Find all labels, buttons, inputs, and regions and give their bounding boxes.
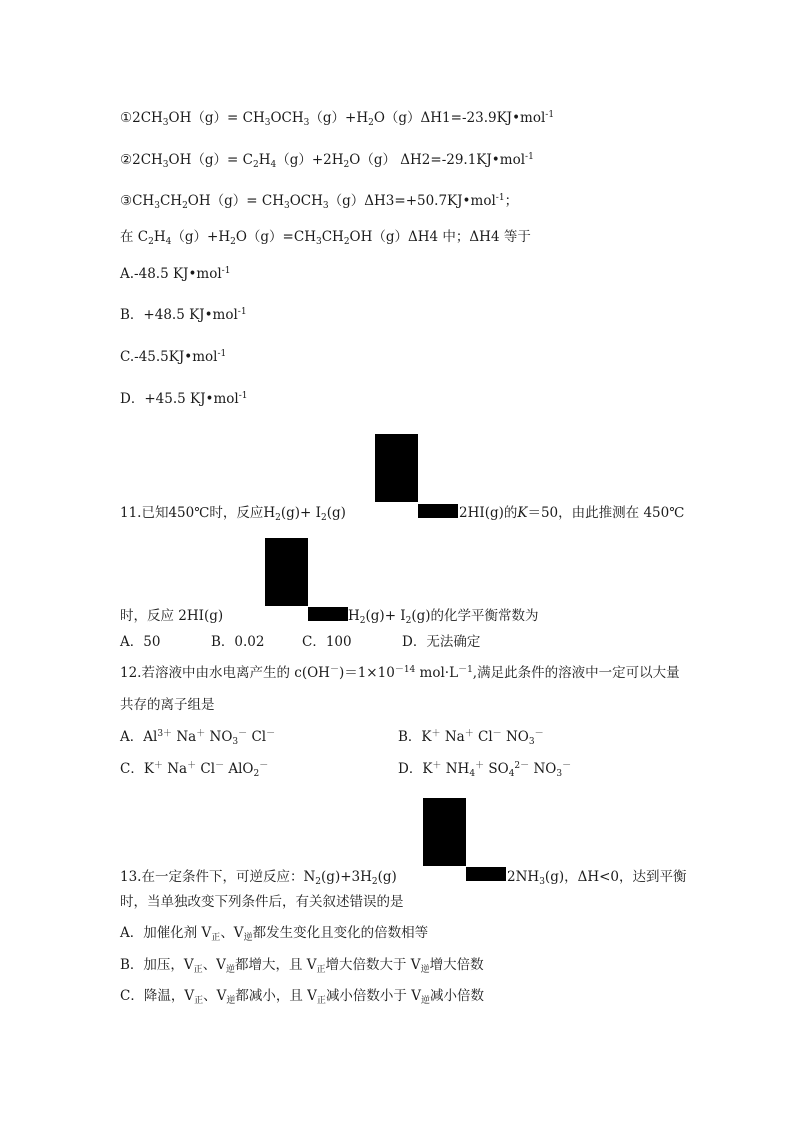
q13-option-c: C．降温，$V_正$、$V_逆$都减小，且 $V_正$减小倍数小于 $V_逆$减小倍数 xyxy=(120,988,484,1006)
q13-option-b: B．加压，$V_正$、$V_逆$都增大，且 $V_正$增大倍数大于 $V_逆$增大倍数 xyxy=(120,957,484,975)
q11-option-a: A．50 xyxy=(120,634,161,650)
q12-option-c: C．K＋ Na＋ Cl－ AlO$_2$－ xyxy=(120,761,269,779)
q13-line-2: 时，当单独改变下列条件后，有关叙述错误的是 xyxy=(120,894,404,910)
q11-option-c: C．100 xyxy=(302,634,352,650)
q10-option-b: B．+48.5 KJ•mol$^{-1}$ xyxy=(120,307,247,323)
q13-option-a: A．加催化剂 $V_正$、$V_逆$都发生变化且变化的倍数相等 xyxy=(120,925,429,943)
reaction-3: $③CH_3CH_2OH(g)=$ $CH_3OCH_3(g)\Delta H3=+50.7KJ•mol^{-1}$； xyxy=(120,193,519,211)
equilibrium-arrow-image-3 xyxy=(423,798,466,866)
q13-line-1-right: $2NH_3(g)$，ΔH<0，达到平衡 xyxy=(507,869,687,887)
q12-option-d: D．K＋ $NH_4^+$ $SO_4^{2-}$ $NO_3^-$ xyxy=(398,761,572,779)
q11-option-d: D．无法确定 xyxy=(402,634,481,650)
q13-line-1: 13.在一定条件下，可逆反应：$N_2(g)+3H_2(g)$ xyxy=(120,869,397,887)
q12-option-b: B．K＋ Na＋ Cl－ $NO_3^-$ xyxy=(398,729,544,747)
q11-line-1: 11.已知450℃时，反应$H_2(g)+ I_2(g)$ xyxy=(120,505,346,523)
reaction-2: $②2CH_3OH(g)= C_2H_4(g)+2H_2O(g)$ ΔH2=-29.1KJ•mol$^{-1}$ xyxy=(120,152,534,170)
reaction-1: $①2CH_3OH(g)=$ $CH_3OCH_3(g)+H_2O(g)\Delta H1=-23.9KJ•mol^{-1}$ xyxy=(120,110,555,128)
q10-option-a: A.-48.5 KJ•mol$^{-1}$ xyxy=(120,266,231,282)
q11-option-b: B．0.02 xyxy=(211,634,265,650)
equilibrium-arrow-image-2 xyxy=(265,538,308,606)
q11-line-2-right: $H_2(g)+ I_2(g)$的化学平衡常数为 xyxy=(348,608,539,626)
q12-line-2: 共存的离子组是 xyxy=(120,697,215,713)
equilibrium-arrow-image-2-base xyxy=(308,607,348,621)
equilibrium-arrow-image-1 xyxy=(375,434,418,502)
q12-option-a: A．$Al^{3+}$ Na＋ $NO_3^-$ Cl－ xyxy=(120,729,276,747)
equilibrium-arrow-image-3-base xyxy=(466,867,506,881)
q10-option-d: D．+45.5 KJ•mol$^{-1}$ xyxy=(120,391,248,407)
q12-line-1: 12.若溶液中由水电离产生的 $c(OH^-)=1\times 10^{-14}$ $mol\cdot L^{-1}$,满足此条件的溶液中一定可以大量 xyxy=(120,665,680,681)
q11-line-2: 时，反应 2HI(g) xyxy=(120,608,224,624)
equilibrium-arrow-image-1-base xyxy=(418,504,458,518)
q11-options xyxy=(120,634,516,650)
reaction-4-question: 在 $C_2H_4(g)+H_2O(g)=CH_3CH_2OH(g)\Delta H4$ 中；ΔH4 等于 xyxy=(120,229,531,247)
q10-option-c: C.-45.5KJ•mol$^{-1}$ xyxy=(120,349,227,365)
q11-line-1-right: 2HI(g)的K＝50，由此推测在 450℃ xyxy=(459,505,685,521)
